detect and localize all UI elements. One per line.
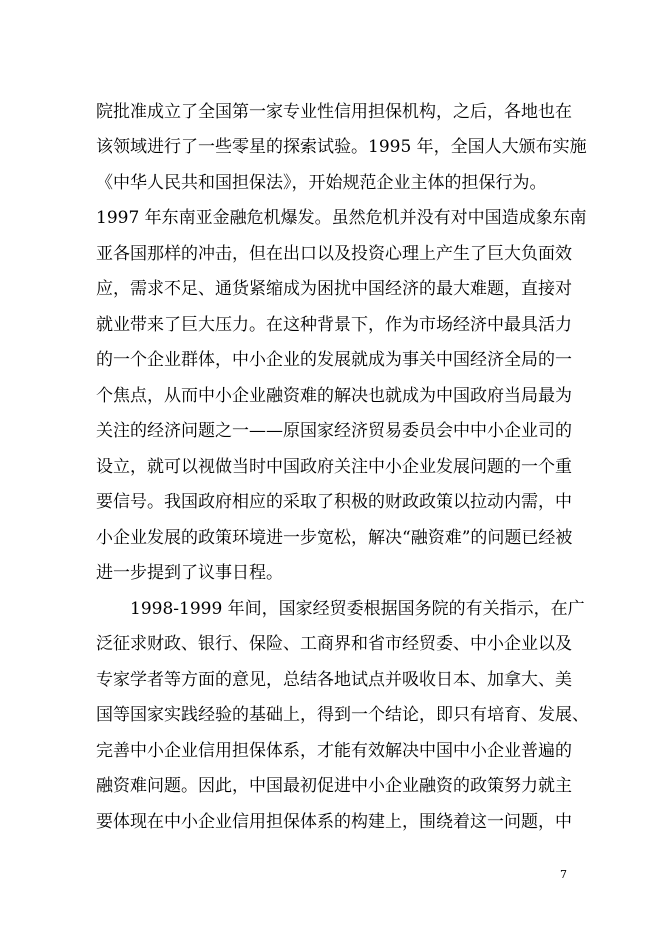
page-number: 7 <box>560 868 567 881</box>
text-line: 1997 年东南亚金融危机爆发。虽然危机并没有对中国造成象东南 <box>96 208 587 228</box>
text-line: 完善中小企业信用担保体系，才能有效解决中国中小企业普遍的 <box>96 741 572 761</box>
text-line: 的一个企业群体，中小企业的发展就成为事关中国经济全局的一 <box>96 350 572 370</box>
text-line: 进一步提到了议事日程。 <box>96 563 283 583</box>
text-line: 院批准成立了全国第一家专业性信用担保机构，之后，各地也在 <box>96 102 572 122</box>
text-line: 泛征求财政、银行、保险、工商界和省市经贸委、中小企业以及 <box>96 634 572 654</box>
text-line: 该领域进行了一些零星的探索试验。1995 年，全国人大颁布实施 <box>96 137 587 157</box>
text-line: 国等国家实践经验的基础上，得到一个结论，即只有培育、发展、 <box>96 705 589 725</box>
text-line: 设立，就可以视做当时中国政府关注中小企业发展问题的一个重 <box>96 457 572 477</box>
text-line: 融资难问题。因此，中国最初促进中小企业融资的政策努力就主 <box>96 776 572 796</box>
text-line: 专家学者等方面的意见，总结各地试点并吸收日本、加拿大、美 <box>96 670 572 690</box>
text-line: 《中华人民共和国担保法》，开始规范企业主体的担保行为。 <box>96 173 547 193</box>
text-line: 就业带来了巨大压力。在这种背景下，作为市场经济中最具活力 <box>96 315 572 335</box>
text-line: 个焦点，从而中小企业融资难的解决也就成为中国政府当局最为 <box>96 386 572 406</box>
text-line: 关注的经济问题之一——原国家经济贸易委员会中中小企业司的 <box>96 421 572 441</box>
text-line: 小企业发展的政策环境进一步宽松，解决“融资难”的问题已经被 <box>96 528 573 548</box>
text-line: 1998-1999 年间，国家经贸委根据国务院的有关指示，在广 <box>130 599 585 619</box>
text-line: 要信号。我国政府相应的采取了积极的财政政策以拉动内需，中 <box>96 492 572 512</box>
text-line: 要体现在中小企业信用担保体系的构建上，围绕着这一问题，中 <box>96 812 572 832</box>
text-line: 应，需求不足、通货紧缩成为困扰中国经济的最大难题，直接对 <box>96 279 572 299</box>
text-line: 亚各国那样的冲击，但在出口以及投资心理上产生了巨大负面效 <box>96 244 572 264</box>
